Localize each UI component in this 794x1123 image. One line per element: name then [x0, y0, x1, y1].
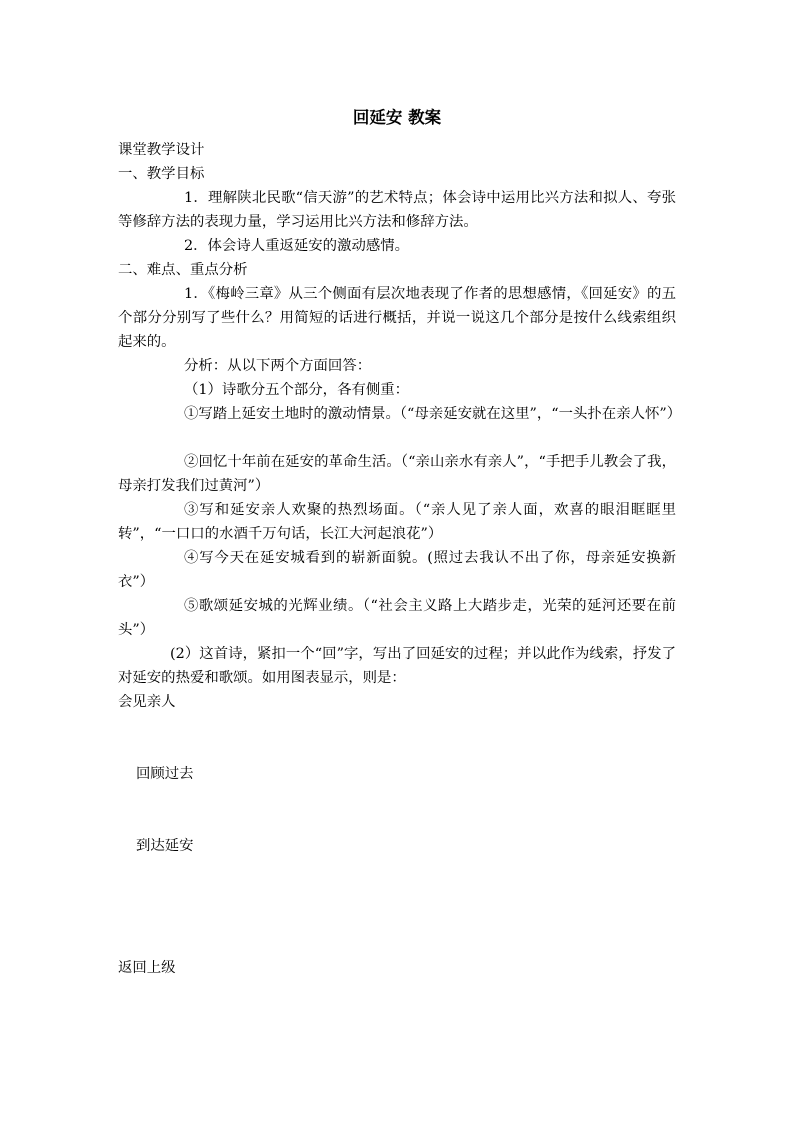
analysis-sub-1: （1）诗歌分五个部分，各有侧重：: [184, 382, 410, 398]
analysis-intro: 分析：从以下两个方面回答：: [184, 358, 372, 374]
diagram-label-meet-relatives: 会见亲人: [118, 694, 176, 710]
point-1: ①写踏上延安土地时的激动情景。（“母亲延安就在这里”，“一头扑在亲人怀”）: [184, 406, 682, 422]
diagram-label-review-past: 回顾过去: [136, 766, 194, 782]
point-4: ④写今天在延安城看到的崭新面貌。(照过去我认不出了你，母亲延安换新衣”）: [118, 550, 676, 590]
objective-item-2: 2．体会诗人重返延安的激动感情。: [184, 238, 410, 254]
point-2: ②回忆十年前在延安的革命生活。（“亲山亲水有亲人”，“手把手儿教会了我，母亲打发我们过黄河”）: [118, 454, 676, 494]
analysis-sub-2: (2）这首诗，紧扣一个“回”字，写出了回延安的过程；并以此作为线索，抒发了对延安的热爱和歌颂。如用图表显示，则是：: [118, 646, 676, 686]
section2-heading: 二、难点、重点分析: [118, 262, 248, 278]
section-design-label: 课堂教学设计: [118, 142, 205, 158]
point-5: ⑤歌颂延安城的光辉业绩。（“社会主义路上大踏步走，光荣的延河还要在前头”）: [118, 598, 676, 638]
analysis-item-1: 1．《梅岭三章》从三个侧面有层次地表现了作者的思想感情，《回延安》的五个部分分别写了些什么？用简短的话进行概括，并说一说这几个部分是按什么线索组织起来的。: [118, 286, 676, 350]
objective-item-1: 1．理解陕北民歌“信天游”的艺术特点；体会诗中运用比兴方法和拟人、夸张等修辞方法的表现力量，学习运用比兴方法和修辞方法。: [118, 190, 676, 230]
document-title: 回延安 教案: [352, 108, 442, 127]
back-link[interactable]: 返回上级: [118, 960, 176, 976]
diagram-label-arrive-yanan: 到达延安: [136, 838, 194, 854]
section1-heading: 一、教学目标: [118, 166, 205, 182]
point-3: ③写和延安亲人欢聚的热烈场面。（“亲人见了亲人面，欢喜的眼泪眶眶里转”，“一口口的水酒千万句话，长江大河起浪花”）: [118, 502, 676, 542]
